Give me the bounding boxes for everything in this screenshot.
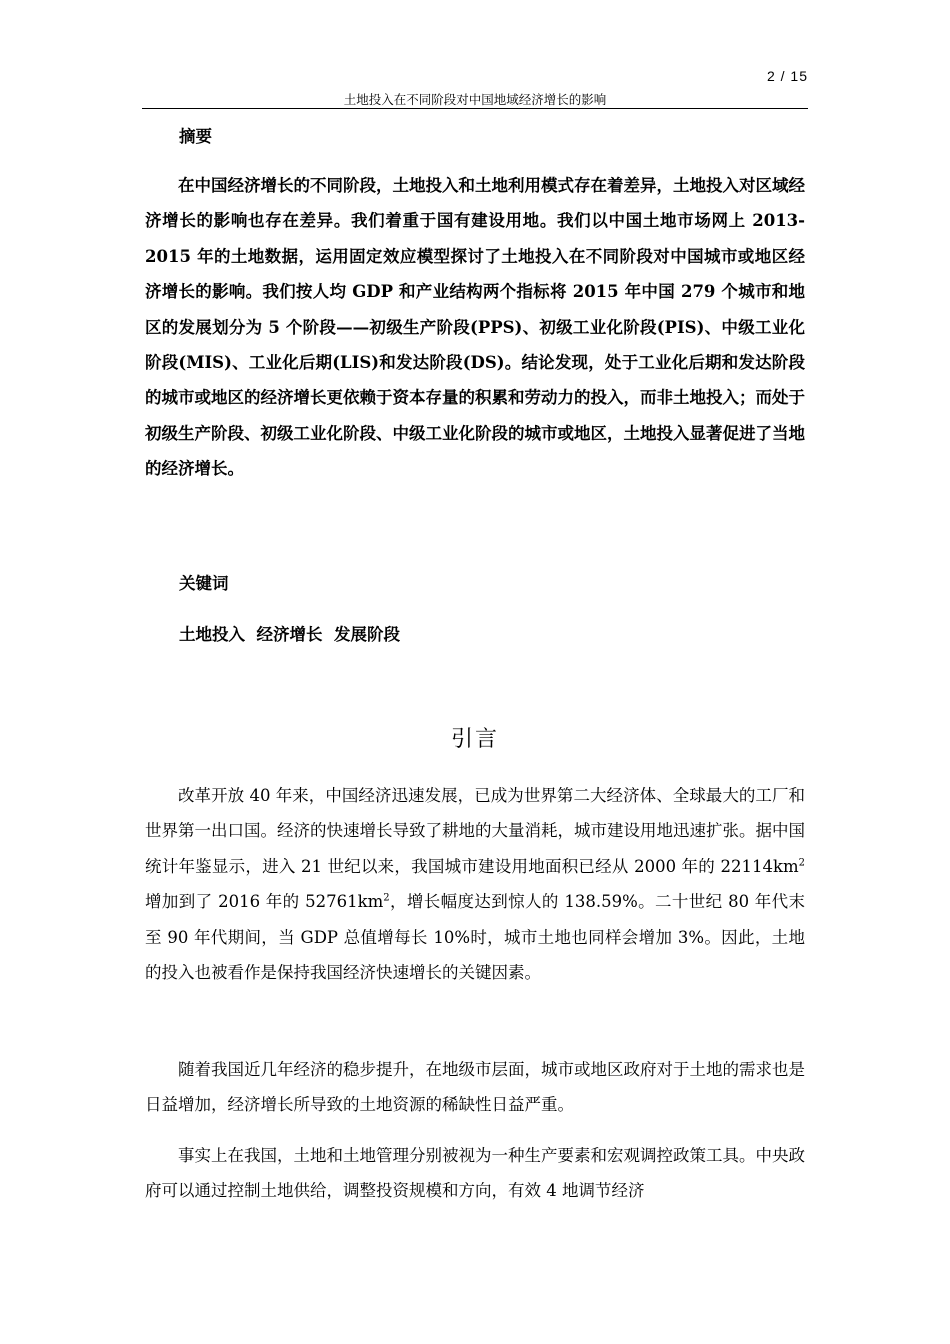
abstract-body: 在中国经济增长的不同阶段，土地投入和土地利用模式存在着差异，土地投入对区域经济增长的影响也存在差异。我们着重于国有建设用地。我们以中国土地市场网上 2013-2015 年的土地数据，运用固定效应模型探讨了土地投入在不同阶段对中国城市或地区经济增长的影响。我们按人均 GDP 和产业结构两个指标将 2015 年中国 279 个城市和地区的发展划分为 5 个阶段——初级生产阶段(PPS)、初级工业化阶段(PIS)、中级工业化阶段(MIS)、工业化后期(LIS)和发达阶段(DS)。结论发现，处于工业化后期和发达阶段的城市或地区的经济增长更依赖于资本存量的积累和劳动力的投入，而非土地投入；而处于初级生产阶段、初级工业化阶段、中级工业化阶段的城市或地区，土地投入显著促进了当地的经济增长。	[145, 176, 805, 479]
introduction-title: 引言	[450, 727, 499, 752]
keywords-list: 土地投入 经济增长 发展阶段	[179, 625, 400, 644]
introduction-paragraph-3: 事实上在我国，土地和土地管理分别被视为一种生产要素和宏观调控政策工具。中央政府可以通过控制土地供给，调整投资规模和方向，有效 4 地调节经济	[145, 1146, 805, 1201]
introduction-paragraph-1: 改革开放 40 年来，中国经济迅速发展，已成为世界第二大经济体、全球最大的工厂和世界第一出口国。经济的快速增长导致了耕地的大量消耗，城市建设用地迅速扩张。据中国统计年鉴显示，进入 21 世纪以来，我国城市建设用地面积已经从 2000 年的 $22114km^2$ 增加到了 2016 年的 $52761km^2$，增长幅度达到惊人的 138.59%。二十世纪 80 年代末至 90 年代期间，当 GDP 总值增每长 10%时，城市土地也同样会增加 3%。因此，土地的投入也被看作是保持我国经济快速增长的关键因素。	[145, 786, 805, 983]
abstract-heading: 摘要	[179, 127, 212, 146]
running-header-title: 土地投入在不同阶段对中国地域经济增长的影响	[343, 92, 607, 107]
keywords-heading: 关键词	[179, 574, 229, 593]
introduction-paragraph-2: 随着我国近几年经济的稳步提升，在地级市层面，城市或地区政府对于土地的需求也是日益增加，经济增长所导致的土地资源的稀缺性日益严重。	[145, 1060, 805, 1115]
page-number: 2 / 15	[766, 68, 808, 84]
header-divider	[142, 108, 808, 109]
